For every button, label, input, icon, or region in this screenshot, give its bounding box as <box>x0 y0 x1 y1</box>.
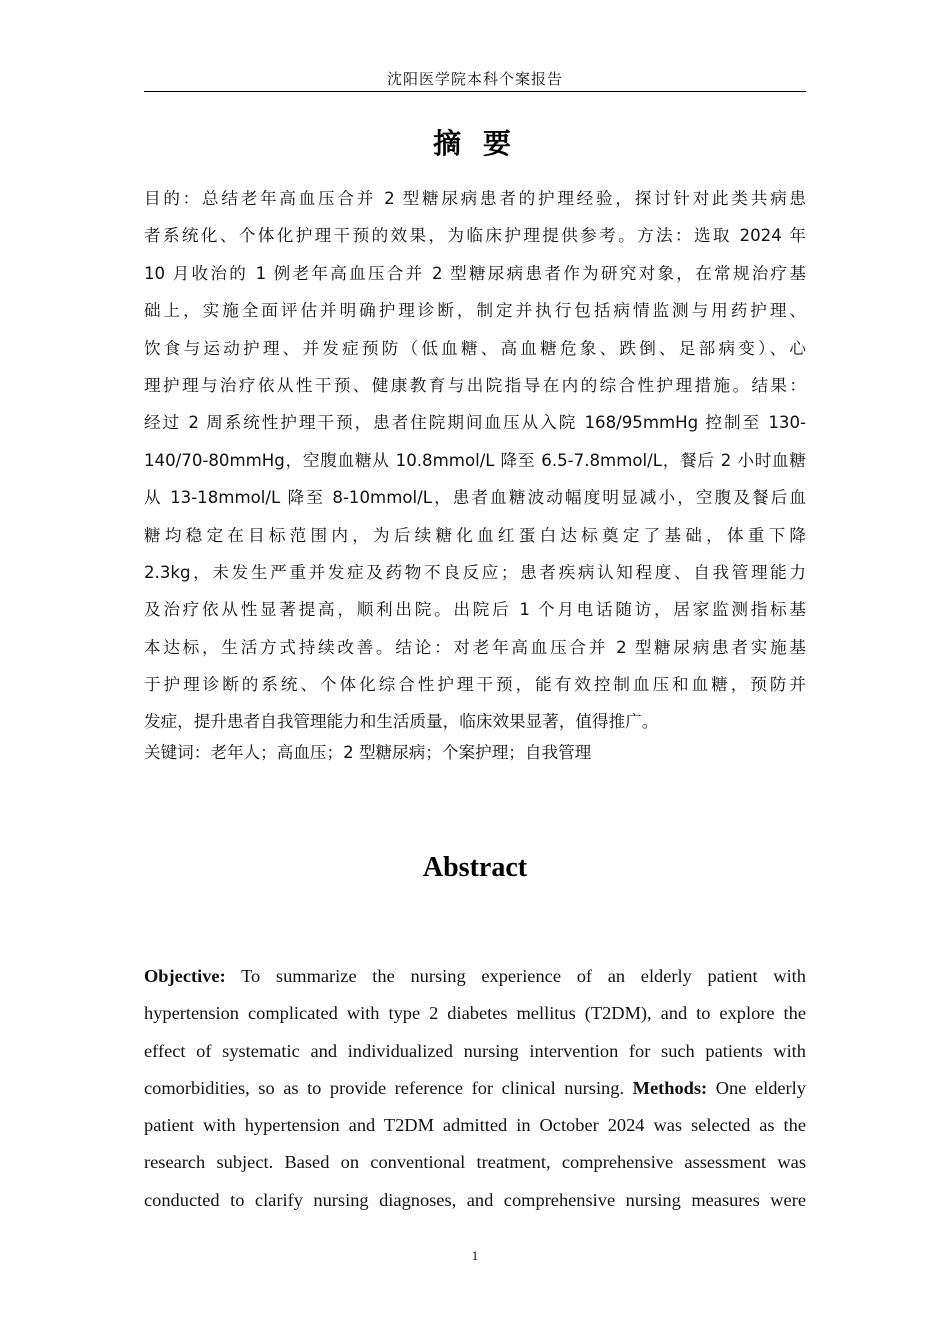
chinese-abstract-title: 摘 要 <box>433 127 517 160</box>
abstract-line: 理护理与治疗依从性干预、健康教育与出院指导在内的综合性护理措施。结果： <box>144 375 806 395</box>
abstract-line: 及治疗依从性显著提高，顺利出院。出院后 1 个月电话随访，居家监测指标基 <box>144 600 806 620</box>
objective-label: Objective: <box>144 966 226 986</box>
abstract-text: To summarize the nursing experience of an elderly patient with <box>225 966 806 986</box>
abstract-line: 糖均稳定在目标范围内，为后续糖化血红蛋白达标奠定了基础，体重下降 <box>144 525 806 545</box>
running-header: 沈阳医学院本科个案报告 <box>386 70 563 88</box>
abstract-line: 10 月收治的 1 例老年高血压合并 2 型糖尿病患者作为研究对象，在常规治疗基 <box>144 263 806 283</box>
english-abstract-title: Abstract <box>422 852 528 883</box>
abstract-line: 2.3kg，未发生严重并发症及药物不良反应；患者疾病认知程度、自我管理能力 <box>144 562 806 582</box>
abstract-line: 于护理诊断的系统、个体化综合性护理干预，能有效控制血压和血糖，预防并 <box>144 675 806 695</box>
abstract-line: 从 13-18mmol/L 降至 8-10mmol/L，患者血糖波动幅度明显减小，空腹及餐后血 <box>144 488 806 508</box>
abstract-line: 础上，实施全面评估并明确护理诊断，制定并执行包括病情监测与用药护理、 <box>144 301 806 321</box>
abstract-line: 发症，提升患者自我管理能力和生活质量，临床效果显著，值得推广。 <box>144 712 659 732</box>
chinese-abstract-body <box>144 180 806 741</box>
chinese-keywords: 关键词：老年人；高血压；2 型糖尿病；个案护理；自我管理 <box>144 743 592 762</box>
abstract-line <box>144 958 806 995</box>
abstract-line: 140/70-80mmHg，空腹血糖从 10.8mmol/L 降至 6.5-7.8mmol/L，餐后 2 小时血糖 <box>144 450 806 470</box>
abstract-line: hypertension complicated with type 2 diabetes mellitus (T2DM), and to explore the <box>144 1003 806 1024</box>
page-number: 1 <box>471 1248 479 1263</box>
english-abstract-body <box>144 958 806 1219</box>
methods-label: Methods: <box>632 1077 708 1098</box>
abstract-line: 目的：总结老年高血压合并 2 型糖尿病患者的护理经验，探讨针对此类共病患 <box>144 189 806 208</box>
abstract-line: 饮食与运动护理、并发症预防（低血糖、高血糖危象、跌倒、足部病变）、心 <box>144 338 806 358</box>
abstract-line: patient with hypertension and T2DM admitted in October 2024 was selected as the <box>144 1115 806 1136</box>
header-rule <box>144 91 806 92</box>
abstract-line <box>144 1070 806 1107</box>
abstract-line: 者系统化、个体化护理干预的效果，为临床护理提供参考。方法：选取 2024 年 <box>144 226 806 246</box>
abstract-line: 本达标，生活方式持续改善。结论：对老年高血压合并 2 型糖尿病患者实施基 <box>144 637 806 657</box>
abstract-text: One elderly <box>707 1077 806 1098</box>
abstract-line: research subject. Based on conventional treatment, comprehensive assessment was <box>144 1152 806 1173</box>
abstract-text: comorbidities, so as to provide reference for clinical nursing. <box>144 1077 633 1098</box>
abstract-line: conducted to clarify nursing diagnoses, and comprehensive nursing measures were <box>144 1189 806 1210</box>
abstract-line: 经过 2 周系统性护理干预，患者住院期间血压从入院 168/95mmHg 控制至 130- <box>144 413 806 433</box>
abstract-line: effect of systematic and individualized nursing intervention for such patients with <box>144 1040 806 1061</box>
